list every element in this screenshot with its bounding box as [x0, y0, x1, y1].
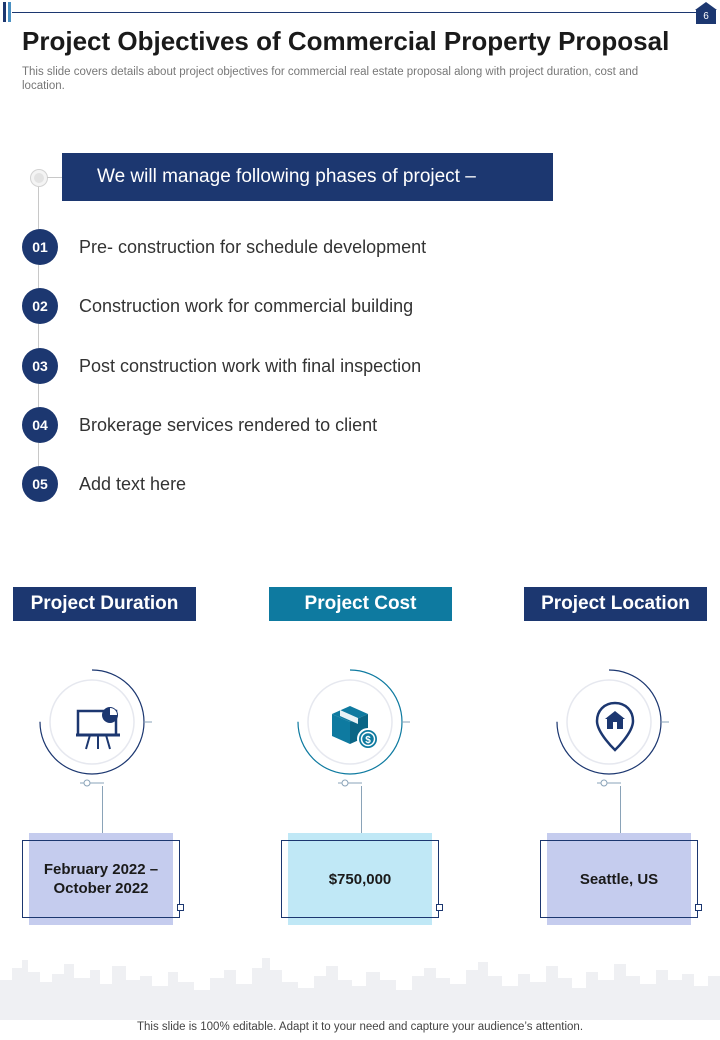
- phase-item: [22, 288, 582, 324]
- footer-note: This slide is 100% editable. Adapt it to your need and capture your audience’s attention.: [136, 1021, 584, 1033]
- phase-item: [22, 348, 582, 384]
- cost-value: $750,000: [328, 870, 392, 888]
- duration-value-line2: October 2022: [53, 880, 149, 897]
- header-rule: [12, 12, 696, 13]
- phases-header: We will manage following phases of project –: [62, 153, 553, 201]
- page-subtitle: This slide covers details about project objectives for commercial real estate proposal along with project duration, cost and location.: [22, 66, 639, 92]
- phase-text: Pre- construction for schedule development: [79, 237, 427, 257]
- phase-item: [22, 466, 582, 502]
- location-value: Seattle, US: [579, 870, 659, 888]
- location-resize-handle: [695, 904, 702, 911]
- phase-number-badge: 01: [22, 229, 58, 265]
- timeline-start-dot: [31, 170, 47, 186]
- phase-item: [22, 229, 582, 265]
- duration-value-line1: February 2022 –: [43, 861, 159, 878]
- project-cost-header: Project Cost: [269, 587, 452, 621]
- phase-item: [22, 407, 582, 443]
- phase-number-badge: 04: [22, 407, 58, 443]
- phase-text: Add text here: [79, 474, 187, 494]
- duration-connector: [102, 786, 103, 836]
- page-number: 6: [703, 11, 709, 22]
- cost-value-frame: [281, 840, 439, 918]
- location-value-frame: [540, 840, 698, 918]
- duration-value-frame: [22, 840, 180, 918]
- project-duration-header: Project Duration: [13, 587, 196, 621]
- phase-text: Construction work for commercial building: [79, 296, 414, 316]
- phase-number-badge: 02: [22, 288, 58, 324]
- cost-connector: [361, 786, 362, 836]
- presentation-board-icon: [74, 703, 122, 751]
- city-skyline-graphic: [0, 950, 720, 1020]
- svg-text:$: $: [365, 735, 371, 746]
- location-connector: [620, 786, 621, 836]
- phase-text: Post construction work with final inspection: [79, 356, 422, 376]
- box-dollar-icon: [330, 702, 380, 752]
- header-accent-bar: [3, 2, 6, 22]
- header-accent-bar: [8, 2, 11, 22]
- page-title: Project Objectives of Commercial Property Proposal: [22, 26, 670, 56]
- phase-number-badge: 03: [22, 348, 58, 384]
- timeline-connector: [47, 177, 63, 178]
- duration-resize-handle: [177, 904, 184, 911]
- cost-resize-handle: [436, 904, 443, 911]
- phase-text: Brokerage services rendered to client: [79, 415, 378, 435]
- home-location-pin-icon: [592, 700, 638, 754]
- phase-number-badge: 05: [22, 466, 58, 502]
- project-location-header: Project Location: [524, 587, 707, 621]
